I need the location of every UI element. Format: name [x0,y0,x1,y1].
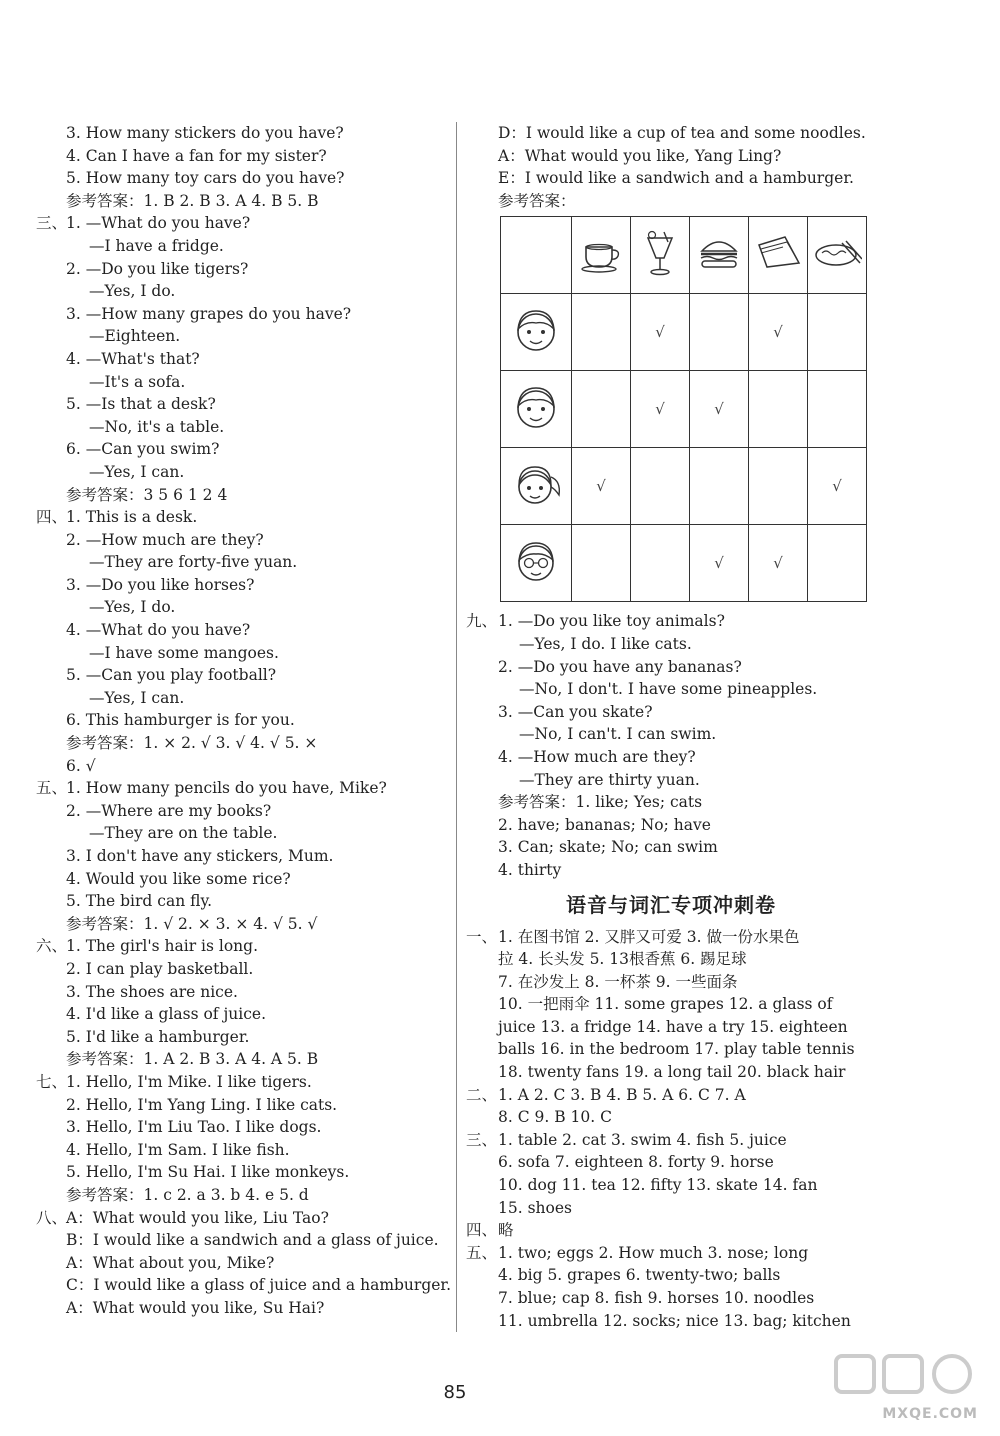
line-text: 1. two; eggs 2. How much 3. nose; long [498,1243,809,1262]
text-line [36,1274,452,1297]
line-text: 10. 一把雨伞 11. some grapes 12. a glass of [498,995,833,1014]
line-text: 2. —How much are they? [66,530,264,549]
text-line [466,1038,876,1061]
text-line [466,678,876,701]
line-text: A：What would you like, Yang Ling? [498,146,782,165]
grid-corner-cell [501,217,572,294]
grid-cell [749,294,808,371]
text-line [36,958,446,981]
text-line [36,1003,446,1026]
checkmark-icon: √ [773,554,783,573]
checkmark-icon: √ [714,400,724,419]
line-text: 15. shoes [498,1198,572,1217]
grid-row [501,294,867,371]
text-line [36,596,446,619]
text-line [36,619,446,642]
section-number: 九、 [466,612,498,631]
section-heading: 语音与词汇专项冲刺卷 [566,892,776,917]
grid-cell [690,294,749,371]
grid-row [501,525,867,602]
text-line [36,280,446,303]
line-text: C：I would like a glass of juice and a hamburger. [66,1276,452,1295]
text-line [466,610,876,633]
text-line [36,212,446,235]
text-line [36,777,446,800]
line-text: 拉 4. 长头发 5. 13根香蕉 6. 踢足球 [498,950,747,969]
line-text: —They are forty-five yuan. [89,553,298,572]
line-text: 5. How many toy cars do you have? [66,169,345,188]
grid-cell [572,525,631,602]
text-line [466,1174,876,1197]
text-line [466,1129,876,1152]
line-text: —No, it's a table. [89,417,225,436]
checkmark-icon: √ [655,400,665,419]
text-line [36,687,446,710]
line-text: 1. —Do you like toy animals? [498,612,725,631]
section-number: 一、 [466,927,498,946]
line-text: 11. umbrella 12. socks; nice 13. bag; kitchen [498,1311,851,1330]
text-line [466,145,876,168]
line-text: 略 [498,1221,514,1240]
boy-face-icon [501,371,572,448]
text-line [466,167,876,190]
line-text: —Eighteen. [89,327,181,346]
checkmark-icon: √ [832,477,842,496]
section-number: 五、 [466,1243,498,1262]
text-line [36,484,446,507]
text-line [466,1151,876,1174]
left-column [36,122,452,1319]
text-line [466,769,876,792]
line-text: 4. —What's that? [66,349,200,368]
grid-cell [572,448,631,525]
line-text: 5. Hello, I'm Su Hai. I like monkeys. [66,1163,350,1182]
text-line [36,506,446,529]
section-number: 四、 [466,1221,498,1240]
text-line [466,1219,876,1242]
text-line [36,122,446,145]
line-text: 1. This is a desk. [66,508,198,527]
text-line [36,1116,446,1139]
text-line [36,1071,446,1094]
text-line [36,325,446,348]
line-text: 4. —What do you have? [66,621,251,640]
line-text: 6. sofa 7. eighteen 8. forty 9. horse [498,1153,774,1172]
line-text: 1. 在图书馆 2. 又胖又可爱 3. 做一份水果色 [498,927,800,946]
section-number: 八、 [36,1208,68,1227]
line-text: 4. —How much are they? [498,747,696,766]
line-text: 4. Would you like some rice? [66,869,291,888]
section-number: 六、 [36,937,68,956]
sandwich-icon [749,217,808,294]
text-line [36,800,446,823]
text-line [36,416,446,439]
grid-cell [631,294,690,371]
line-text: 参考答案：1. √ 2. × 3. × 4. √ 5. √ [66,914,318,933]
text-line [36,303,446,326]
line-text: 8. C 9. B 10. C [498,1108,612,1127]
text-line [36,1184,446,1207]
line-text: 参考答案： [498,191,576,210]
text-line [36,1026,446,1049]
text-line [36,258,446,281]
text-line [466,633,876,656]
text-line [36,868,446,891]
vocab-answers [466,926,876,1333]
line-text: 4. big 5. grapes 6. twenty-two; balls [498,1266,781,1285]
line-text: —Yes, I do. I like cats. [519,634,692,653]
line-text: A：What about you, Mike? [66,1253,275,1272]
juice-glass-icon [631,217,690,294]
line-text: —Yes, I can. [89,688,185,707]
text-line [36,235,446,258]
text-line [36,461,446,484]
section-nine [466,610,876,881]
grid-cell [808,294,867,371]
text-line [36,574,446,597]
line-text: 3. Hello, I'm Liu Tao. I like dogs. [66,1118,322,1137]
grid-row [501,371,867,448]
hamburger-icon [690,217,749,294]
checkmark-icon: √ [773,323,783,342]
text-line [36,1252,446,1275]
line-text: 1. How many pencils do you have, Mike? [66,779,387,798]
text-line [466,1310,876,1333]
line-text: 3. I don't have any stickers, Mum. [66,847,334,865]
grid-cell [808,525,867,602]
line-text: 参考答案：1. A 2. B 3. A 4. A 5. B [66,1050,319,1069]
line-text: 7. blue; cap 8. fish 9. horses 10. noodles [498,1289,815,1307]
line-text: 4. Hello, I'm Sam. I like fish. [66,1140,290,1159]
line-text: 2. Hello, I'm Yang Ling. I like cats. [66,1095,338,1114]
line-text: 2. —Where are my books? [66,801,272,820]
line-text: E：I would like a sandwich and a hamburger. [498,169,854,188]
line-text: 3. How many stickers do you have? [66,124,344,142]
line-text: A：What would you like, Su Hai? [66,1298,325,1317]
text-line [36,1161,446,1184]
text-line [36,981,446,1004]
text-line [466,1106,876,1129]
text-line [466,746,876,769]
text-line [466,701,876,724]
text-line [36,1229,446,1252]
answer-grid [500,216,867,602]
line-text: 5. —Can you play football? [66,666,277,685]
line-text: 3. The shoes are nice. [66,982,238,1001]
line-text: 4. Can I have a fan for my sister? [66,146,327,165]
line-text: juice 13. a fridge 14. have a try 15. eighteen [498,1017,848,1036]
line-text: 2. I can play basketball. [66,959,254,978]
line-text: 2. —Do you have any bananas? [498,657,742,676]
line-text: —I have a fridge. [89,236,224,255]
text-line [36,167,446,190]
line-text: —Yes, I do. [89,598,176,617]
line-text: —They are thirty yuan. [519,770,700,789]
line-text: 10. dog 11. tea 12. fifty 13. skate 14. fan [498,1176,818,1195]
text-line [36,822,446,845]
text-line [36,732,446,755]
text-line [466,122,876,145]
checkmark-icon: √ [596,477,606,496]
line-text: —I have some mangoes. [89,643,279,662]
line-text: 参考答案：1. × 2. √ 3. √ 4. √ 5. × [66,734,318,753]
text-line [466,948,876,971]
text-line [466,1084,876,1107]
line-text: 2. —Do you like tigers? [66,259,249,278]
grid-cell [690,448,749,525]
boy-face-icon [501,294,572,371]
grid-cell [749,448,808,525]
grid-cell [572,294,631,371]
tea-cup-icon [572,217,631,294]
line-text: 3. —Can you skate? [498,702,653,721]
grid-cell [749,525,808,602]
line-text: 1. A 2. C 3. B 4. B 5. A 6. C 7. A [498,1085,746,1104]
line-text: B：I would like a sandwich and a glass of juice. [66,1231,439,1250]
grid-cell [572,371,631,448]
column-divider [456,122,457,1332]
line-text: 18. twenty fans 19. a long tail 20. black hair [498,1063,846,1082]
text-line [36,1297,446,1320]
text-line [466,723,876,746]
text-line [466,1016,876,1039]
text-line [36,348,446,371]
text-line [466,1287,876,1310]
grid-cell [631,371,690,448]
line-text: 2. have; bananas; No; have [498,815,711,834]
checkmark-icon: √ [655,323,665,342]
line-text: 参考答案：1. c 2. a 3. b 4. e 5. d [66,1185,309,1204]
girl-face-icon [501,448,572,525]
line-text: —No, I don't. I have some pineapples. [519,680,818,699]
line-text: 1. —What do you have? [66,214,251,233]
line-text: 5. I'd like a hamburger. [66,1027,250,1046]
right-top-section [466,122,876,212]
grid-header-row [501,217,867,294]
grid-cell [808,371,867,448]
page-number: 85 [443,1382,467,1403]
text-line [36,1207,446,1230]
text-line [466,971,876,994]
text-line [36,1094,446,1117]
text-line [466,859,876,882]
text-line [36,393,446,416]
text-line [466,656,876,679]
text-line [36,755,446,778]
text-line [36,371,446,394]
text-line [466,190,876,213]
line-text: —Yes, I do. [89,282,176,301]
text-line [466,1264,876,1287]
line-text: A：What would you like, Liu Tao? [66,1208,329,1227]
grid-row [501,448,867,525]
text-line [36,438,446,461]
text-line [36,890,446,913]
text-line [36,1048,446,1071]
girl-glasses-face-icon [501,525,572,602]
line-text: 1. Hello, I'm Mike. I like tigers. [66,1072,312,1091]
section-number: 三、 [36,214,68,233]
text-line [466,1242,876,1265]
line-text: 3. —How many grapes do you have? [66,304,352,323]
text-line [466,836,876,859]
watermark-text: MXQE.COM [882,1406,978,1422]
line-text: 7. 在沙发上 8. 一杯茶 9. 一些面条 [498,972,738,991]
right-column [466,122,876,1332]
text-line [36,551,446,574]
grid-cell [690,525,749,602]
line-text: 6. This hamburger is for you. [66,711,295,730]
section-number: 七、 [36,1072,68,1091]
section-number: 四、 [36,508,68,527]
text-line [36,145,446,168]
line-text: 4. I'd like a glass of juice. [66,1005,267,1024]
line-text: balls 16. in the bedroom 17. play table tennis [498,1040,855,1059]
grid-cell [690,371,749,448]
line-text: D：I would like a cup of tea and some noodles. [498,124,866,142]
grid-cell [749,371,808,448]
text-line [36,642,446,665]
line-text: 6. √ [66,756,96,775]
text-line [466,926,876,949]
line-text: 1. The girl's hair is long. [66,937,259,956]
section-number: 三、 [466,1130,498,1149]
text-line [36,529,446,552]
checkmark-icon: √ [714,554,724,573]
line-text: —It's a sofa. [89,372,186,391]
text-line [466,814,876,837]
line-text: 3. Can; skate; No; can swim [498,838,718,857]
text-line [466,1061,876,1084]
line-text: —No, I can't. I can swim. [519,725,717,744]
text-line [36,845,446,868]
line-text: 4. thirty [498,860,562,879]
text-line [36,1139,446,1162]
line-text: 参考答案：3 5 6 1 2 4 [66,485,228,504]
section-number: 五、 [36,779,68,798]
text-line [466,791,876,814]
line-text: 参考答案：1. B 2. B 3. A 4. B 5. B [66,191,319,210]
line-text: 3. —Do you like horses? [66,575,255,594]
line-text: 参考答案：1. like; Yes; cats [498,793,703,812]
line-text: 5. —Is that a desk? [66,395,216,414]
text-line [36,664,446,687]
text-line [466,1197,876,1220]
section-number: 二、 [466,1085,498,1104]
line-text: —Yes, I can. [89,462,185,481]
text-line [36,913,446,936]
text-line [36,935,446,958]
grid-cell [808,448,867,525]
line-text: 6. —Can you swim? [66,440,220,459]
noodles-icon [808,217,867,294]
text-line [36,709,446,732]
line-text: —They are on the table. [89,824,278,843]
text-line [36,190,446,213]
text-line [466,993,876,1016]
line-text: 5. The bird can fly. [66,892,213,911]
grid-cell [631,525,690,602]
grid-cell [631,448,690,525]
line-text: 1. table 2. cat 3. swim 4. fish 5. juice [498,1130,787,1149]
